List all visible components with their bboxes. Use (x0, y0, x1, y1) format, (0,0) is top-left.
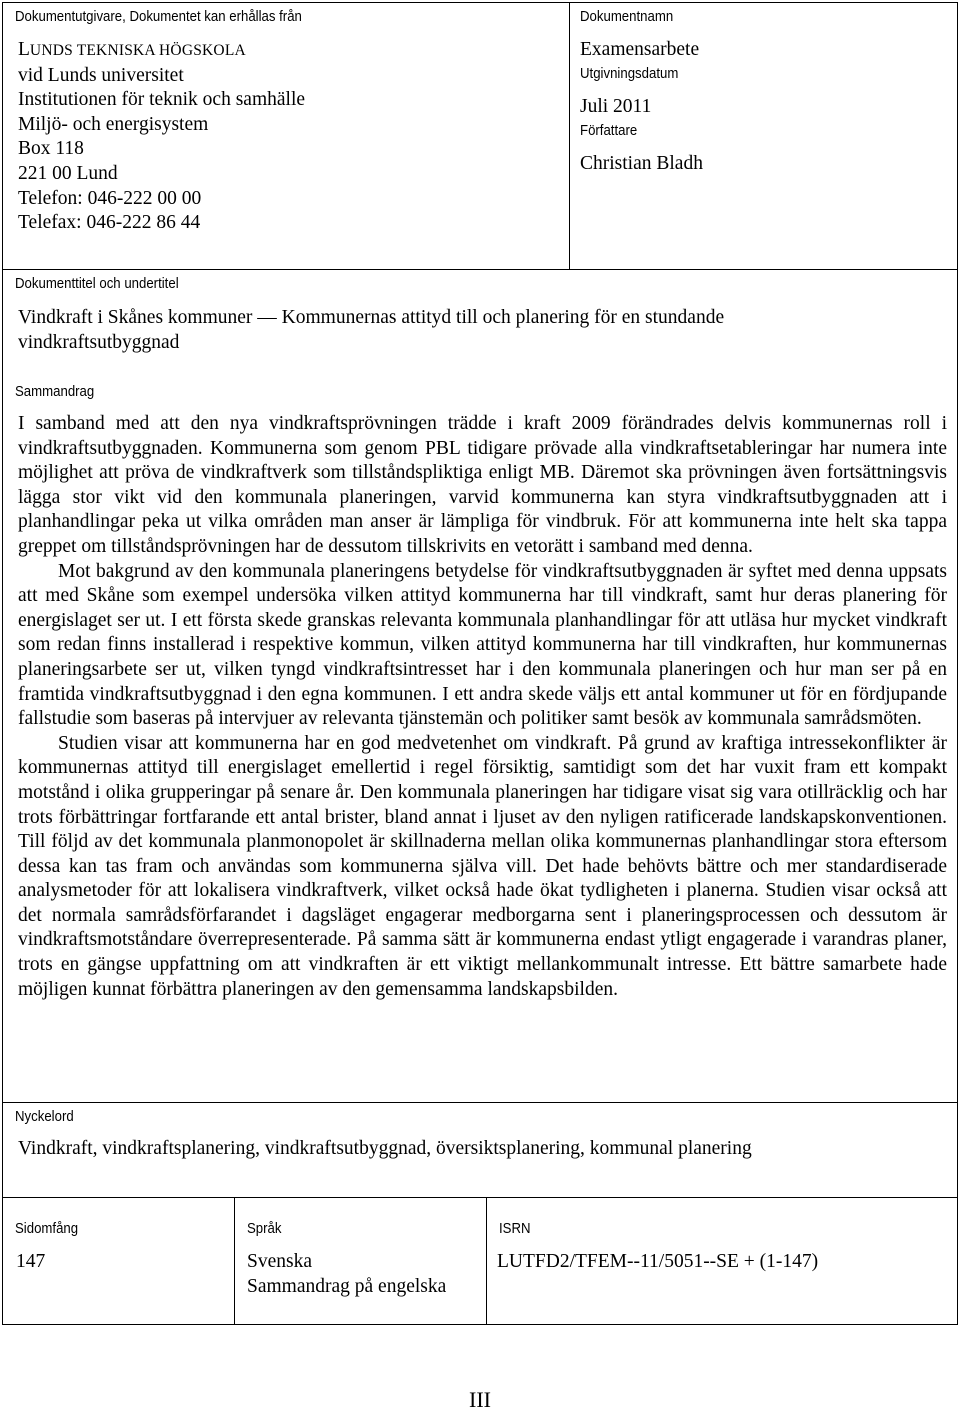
isrn-label: ISRN (499, 1220, 531, 1237)
language-cell (235, 1198, 487, 1324)
publisher-line: Miljö- och energisystem (18, 113, 209, 135)
pages-label: Sidomfång (15, 1220, 79, 1237)
title-summary-box (2, 269, 958, 1103)
summary-label: Sammandrag (15, 383, 95, 400)
page-number: III (469, 1387, 491, 1410)
summary-paragraph: I samband med att den nya vindkraftsprövningen trädde i kraft 2009 förändrades delvis kommunernas roll i vindkraftsutbyggnaden. Kommunerna som genom PBL tidigare prövade alla vindkraftsetableringar har numera inte möjlighet att pröva de vindkraftverk som tillståndspliktiga enligt MB. Däremot ska prövningen även fortsättningsvis lägga stor vikt vid den kommunala planeringen, varvid kommunerna kan styra vindkraftsutbyggnaden att i planhandlingar peka ut vilka områden man anser är lämpliga för vindbruk. För att kommunerna inte helt ska tappa greppet om tillståndsprövningen har de dessutom tillskrivits en vetorätt i samband med denna. (18, 413, 947, 557)
document-name-label: Dokumentnamn (580, 8, 674, 25)
author: Christian Bladh (580, 153, 703, 174)
isrn-cell (487, 1198, 957, 1324)
publisher-line: 221 00 Lund (18, 162, 118, 184)
keywords-box (2, 1102, 958, 1198)
publisher-line: Telefax: 046-222 86 44 (18, 212, 201, 234)
summary-paragraph: Studien visar att kommunerna har en god medvetenhet om vindkraft. På grund av kraftiga intressekonflikter är kommunernas attityd till energislaget emellertid i regel försiktig, samtidigt som det har vuxit fram ett kompakt motstånd i olika grupperingar på senare år. Den kommunala planeringen har tidigare visat sig vara otillräcklig och har trots förbättringar fortfarande ett antal brister, bland annat i ljuset av den nyligen ratificerade landskapskonventionen. Till följd av det kommunala planmonopolet är skillnaderna mellan olika kommunernas planhandlingar stora eftersom dessa kan tas fram och användas som kommunerna själva vill. Det hade behövts bättre och mer standardiserade analysmetoder för att lokalisera vindkraftverk, vilket också hade ökat tydligheten i planerna. Studien visar också att det normala samrådsförfarandet i dagsläget engagerar medborgarna sent i planeringsprocessen och dessutom är vindkraftsmotståndare överrepresenterade. På samma sätt är kommunerna endast ytligt engagerade i varandras planer, trots en gängse uppfattning om att vindkraften är ett viktigt mellankommunalt intresse. Ett bättre samarbete hade möjligen kunnat förbättra planeringen av den gemensamma landskapsbilden. (18, 732, 947, 1000)
publisher-line: Box 118 (18, 138, 84, 160)
document-title (18, 306, 948, 355)
document-name: Examensarbete (580, 39, 700, 60)
isrn: LUTFD2/TFEM--11/5051--SE + (1-147) (497, 1251, 819, 1272)
page-count: 147 (16, 1251, 46, 1272)
publication-date: Juli 2011 (580, 96, 652, 117)
publisher-label: Dokumentutgivare, Dokumentet kan erhållas från (15, 8, 302, 25)
publisher-box (2, 2, 570, 270)
publisher-org: LUNDS TEKNISKA HÖGSKOLA (18, 39, 246, 60)
publication-date-label: Utgivningsdatum (580, 65, 679, 82)
document-meta-box (569, 2, 958, 270)
publisher-line: Telefon: 046-222 00 00 (18, 187, 202, 209)
publisher-line: vid Lunds universitet (18, 64, 184, 86)
keywords: Vindkraft, vindkraftsplanering, vindkraftsutbyggnad, översiktsplanering, kommunal planering (18, 1138, 752, 1159)
summary-text (18, 412, 947, 1002)
pages-cell (3, 1198, 235, 1324)
document-title-line: Vindkraft i Skånes kommuner — Kommunernas attityd till och planering för en stundande (18, 307, 725, 328)
publisher-address (18, 38, 305, 236)
document-title-line: vindkraftsutbyggnad (18, 331, 180, 353)
title-label: Dokumenttitel och undertitel (15, 275, 179, 292)
keywords-label: Nyckelord (15, 1108, 74, 1125)
publisher-line: Institutionen för teknik och samhälle (18, 89, 306, 111)
summary-language: Sammandrag på engelska (247, 1275, 447, 1297)
author-label: Författare (580, 122, 638, 139)
language (247, 1250, 446, 1299)
details-box (2, 1197, 958, 1325)
summary-paragraph: Mot bakgrund av den kommunala planeringens betydelse för vindkraftsutbyggnaden är syftet med denna uppsats att med Skåne som exempel undersöka vilken attityd kommunerna har till vindkraft, samt hur deras planering för energislaget ser ut. I ett första skede granskas relevanta kommunala planhandlingar för att utläsa hur mycket vindkraft som redan finns installerad i respektive kommun, vilken attityd kommunerna har till vindkraften, hur kommunernas planeringsarbete ser ut, vilken tyngd vindkraftsintresset har i den kommunala planeringen och hur man ser på en framtida vindkraftsutbyggnad i den egna kommunen. I ett andra skede väljs ett antal kommuner ut för en fördjupande fallstudie som baseras på intervjuer av relevanta tjänstemän och politiker samt besök av kommunala samrådsmöten. (18, 560, 947, 730)
language-label: Språk (247, 1220, 282, 1237)
language-value: Svenska (247, 1251, 312, 1272)
